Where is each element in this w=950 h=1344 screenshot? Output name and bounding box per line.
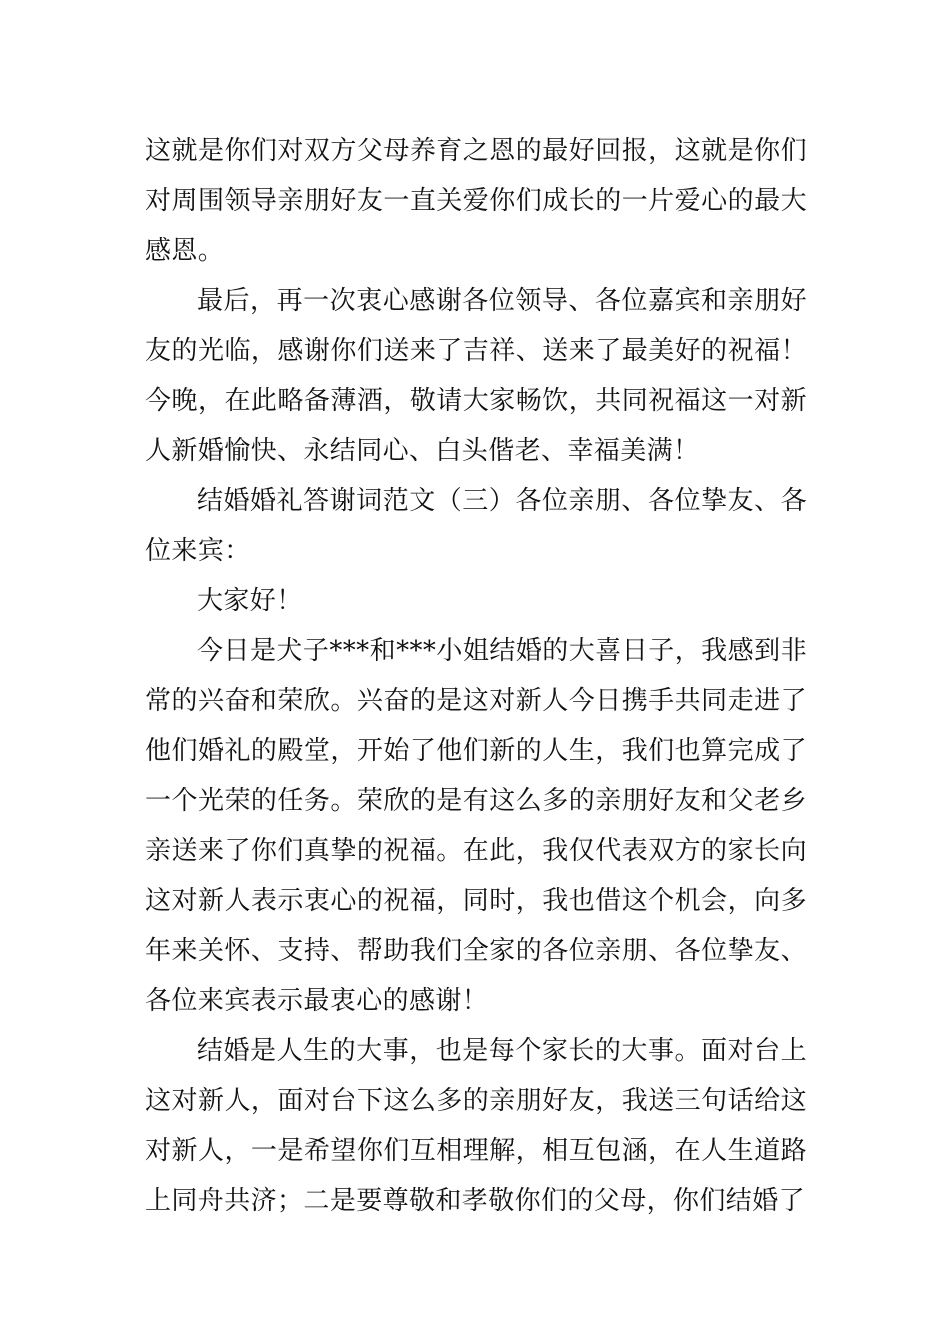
paragraph-4: 大家好！	[197, 586, 303, 616]
paragraph-5: 今日是犬子***和***小姐结婚的大喜日子，我感到非常的兴奋和荣欣。兴奋的是这对新人今日携手共同走进了他们婚礼的殿堂，开始了他们新的人生，我们也算完成了一个光荣的任务。荣欣的是有这么多的亲朋好友和父老乡亲送来了你们真挚的祝福。在此，我仅代表双方的家长向这对新人表示衷心的祝福，同时，我也借这个机会，向多年来关怀、支持、帮助我们全家的各位亲朋、各位挚友、各位来宾表示最衷心的感谢！	[145, 636, 807, 1016]
document-body	[145, 126, 807, 1226]
paragraph-6: 结婚是人生的大事，也是每个家长的大事。面对台上这对新人，面对台下这么多的亲朋好友，我送三句话给这对新人，一是希望你们互相理解，相互包涵，在人生道路上同舟共济；二是要尊敬和孝敬你们的父母，你们结婚了	[145, 1036, 807, 1216]
paragraph-2: 最后，再一次衷心感谢各位领导、各位嘉宾和亲朋好友的光临，感谢你们送来了吉祥、送来了最美好的祝福！今晚，在此略备薄酒，敬请大家畅饮，共同祝福这一对新人新婚愉快、永结同心、白头偕老、幸福美满！	[145, 286, 807, 466]
paragraph-1: 这就是你们对双方父母养育之恩的最好回报，这就是你们对周围领导亲朋好友一直关爱你们成长的一片爱心的最大感恩。	[145, 136, 807, 266]
paragraph-3: 结婚婚礼答谢词范文（三）各位亲朋、各位挚友、各位来宾：	[145, 486, 807, 566]
